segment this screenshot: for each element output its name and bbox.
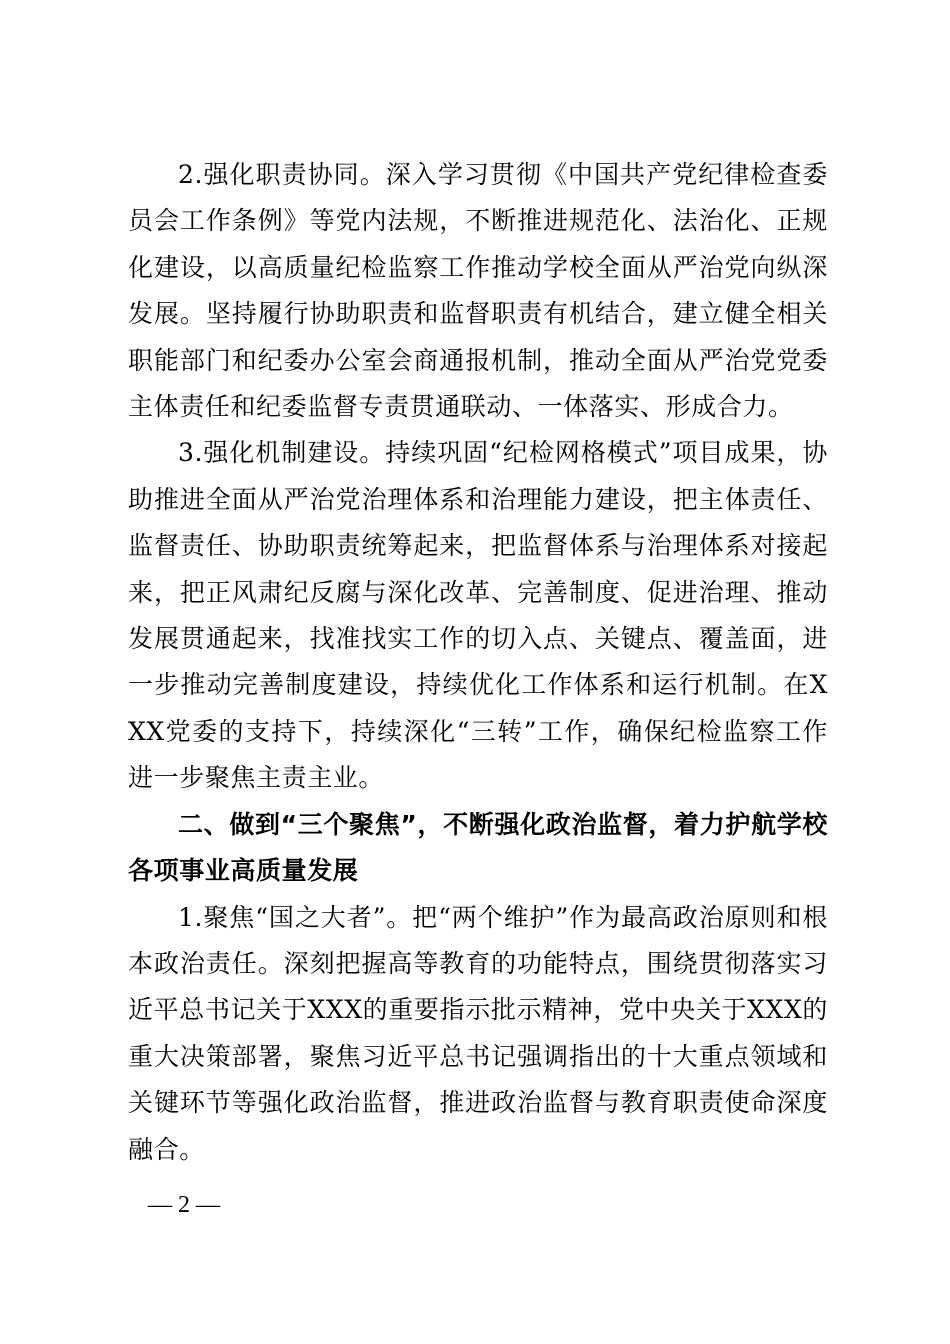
paragraph-focus-national-priorities: 1.聚焦“国之大者”。把“两个维护”作为最高政治原则和根本政治责任。深刻把握高等教育的功能特点，围绕贯彻落实习近平总书记关于XXX的重要指示批示精神，党中央关于XXX的重大决策部署，聚焦习近平总书记强调指出的十大重点领域和关键环节等强化政治监督，推进政治监督与教育职责使命深度融合。 (128, 902, 828, 1164)
section-heading-three-focuses: 二、做到“三个聚焦”，不断强化政治监督，着力护航学校各项事业高质量发展 (128, 809, 828, 886)
paragraph-strengthen-coordination: 2.强化职责协同。深入学习贯彻《中国共产党纪律检查委员会工作条例》等党内法规，不断推进规范化、法治化、正规化建设，以高质量纪检监察工作推动学校全面从严治党向纵深发展。坚持履行协助职责和监督职责有机结合，建立健全相关职能部门和纪委办公室会商通报机制，推动全面从严治党党委主体责任和纪委监督专责贯通联动、一体落实、形成合力。 (128, 160, 828, 422)
paragraph-strengthen-mechanism: 3.强化机制建设。持续巩固“纪检网格模式”项目成果，协助推进全面从严治党治理体系和治理能力建设，把主体责任、监督责任、协助职责统筹起来，把监督体系与治理体系对接起来，把正风肃纪反腐与深化改革、完善制度、促进治理、推动发展贯通起来，找准找实工作的切入点、关键点、覆盖面，进一步推动完善制度建设，持续优化工作体系和运行机制。在XXX党委的支持下，持续深化“三转”工作，确保纪检监察工作进一步聚焦主责主业。 (128, 438, 828, 793)
document-body (128, 152, 828, 1173)
page-number: — 2 — (148, 1192, 220, 1218)
